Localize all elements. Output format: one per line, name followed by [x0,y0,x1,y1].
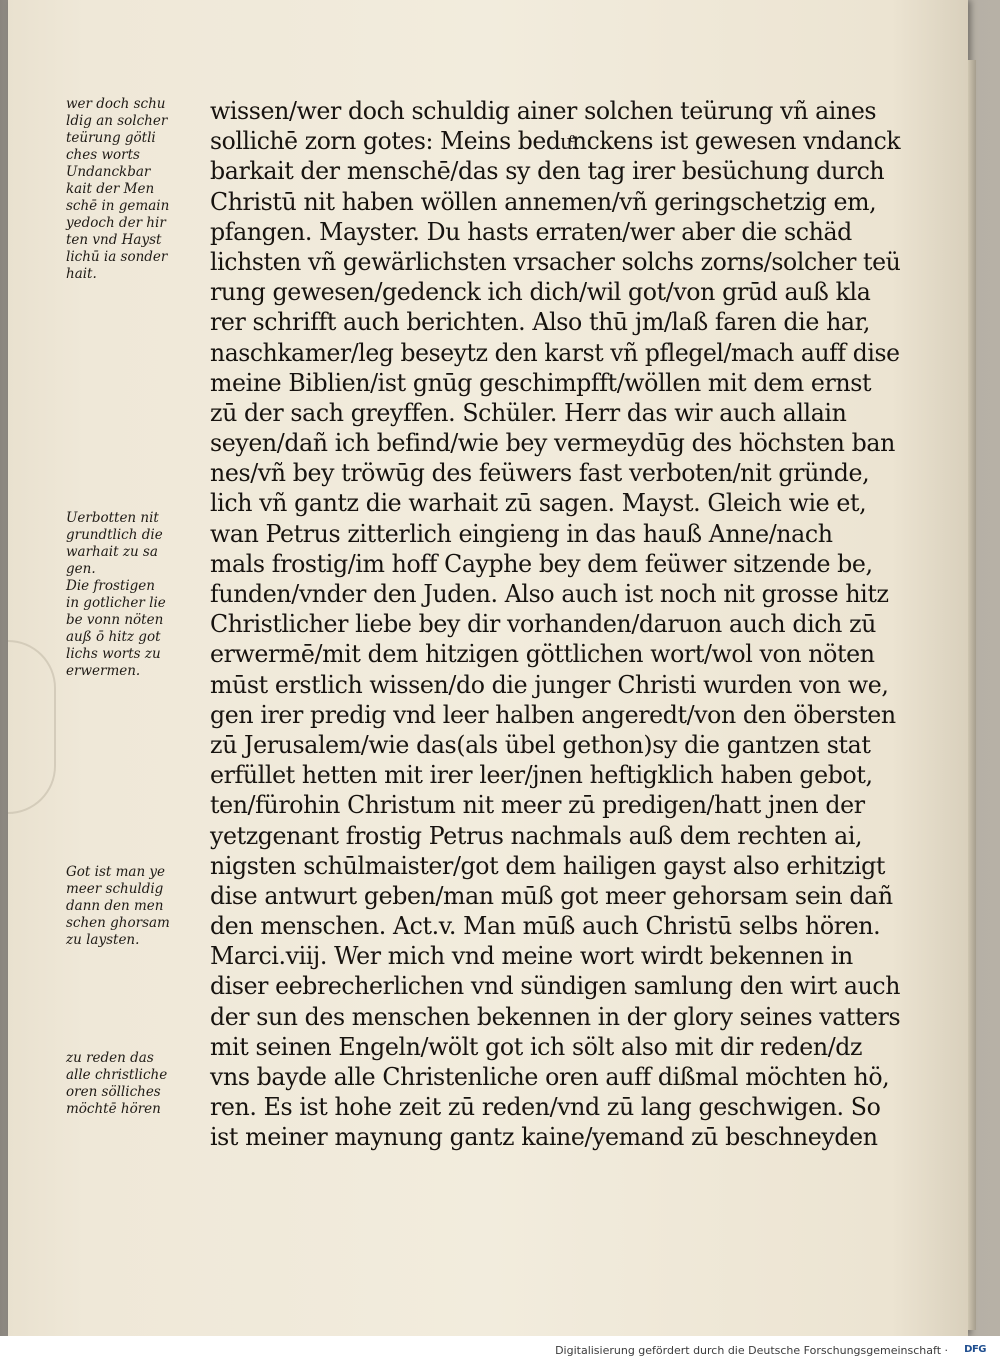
text-line: rung gewesen/gedenck ich dich/wil got/von grūd auß kla [210,278,871,307]
text-line: Christū nit haben wöllen annemen/vñ geringschetzig em, [210,187,877,216]
text-line: ten/fürohin Christum nit meer zū predigen/hatt jnen der [210,791,865,820]
text-line: meine Biblien/ist gnūg geschimpfft/wöllen mit dem ernst [210,368,872,397]
text-line: lich vñ gantz die warhait zū sagen. Mayst. Gleich wie et, [210,489,867,518]
text-line: nes/vñ bey tröwūg des feüwers fast verboten/nit gründe, [210,459,870,488]
text-line: Christlicher liebe bey dir vorhanden/daruon auch dich zū [210,610,876,639]
text-line: zū Jerusalem/wie das(als übel gethon)sy die gantzen stat [210,730,871,759]
text-line: rer schrifft auch berichten. Also thū jm/laß faren die har, [210,308,871,337]
margin-note: Got ist man ye meer schuldig dann den men schen ghorsam zu laysten. [66,864,170,948]
text-line: pfangen. Mayster. Du hasts erraten/wer aber die schäd [210,217,852,246]
digitization-footer [0,1336,1000,1365]
text-line: nigsten schūlmaister/got dem hailigen gayst also erhitzigt [210,851,886,880]
text-line: den menschen. Act.v. Man mūß auch Christū selbs hören. [210,912,881,941]
text-line: zū der sach greyffen. Schüler. Herr das wir auch allain [210,398,847,427]
text-line: seyen/dañ ich befind/wie bey vermeydūg des höchsten ban [210,429,895,458]
text-line: Marci.viij. Wer mich vnd meine wort wirdt bekennen in [210,942,853,971]
text-line: sollichē zorn gotes: Meins beduͤnckens ist gewesen vndanck [210,127,901,156]
text-line: gen irer predig vnd leer halben angeredt/von den öbersten [210,700,896,729]
text-line: wan Petrus zitterlich eingieng in das hauß Anne/nach [210,519,833,548]
text-line: mals frostig/im hoff Cayphe bey dem feüwer sitzende be, [210,549,873,578]
text-line: dise antwurt geben/man mūß got meer gehorsam sein dañ [210,881,893,910]
text-line: wissen/wer doch schuldig ainer solchen teürung vñ aines [210,97,877,125]
text-line: der sun des menschen bekennen in der glory seines vatters [210,1002,901,1031]
dfg-logo: DFG [964,1344,986,1355]
margin-note: Uerbotten nit grundtlich die warhait zu sa gen. Die frostigen in gotlicher lie be vonn nöten auß ō hitz got lichs worts zu erwermen. [66,510,166,679]
text-line: diser eebrecherlichen vnd sündigen samlung den wirt auch [210,972,900,1001]
text-line: barkait der menschē/das sy den tag irer besüchung durch [210,157,885,186]
funding-credit: Digitalisierung gefördert durch die Deutsche Forschungsgemeinschaft · [555,1344,948,1357]
text-line: erfüllet hetten mit irer leer/jnen heftigklich haben gebot, [210,761,873,790]
page-fold-mark [8,640,56,814]
text-line: erwermē/mit dem hitzigen göttlichen wort/wol von nöten [210,640,875,669]
text-line: mit seinen Engeln/wölt got ich sölt also mit dir reden/dz [210,1032,863,1061]
page-edge [968,60,976,1330]
book-page [8,0,968,1336]
text-line: naschkamer/leg beseytz den karst vñ pflegel/mach auff dise [210,338,900,367]
text-line: funden/vnder den Juden. Also auch ist noch nit grosse hitz [210,580,889,608]
text-line: lichsten vñ gewärlichsten vrsacher solchs zorns/solcher teü [210,247,901,276]
text-line: ist meiner maynung gantz kaine/yemand zū beschneyden [210,1123,878,1152]
text-line: ren. Es ist hohe zeit zū reden/vnd zū lang geschwigen. So [210,1093,881,1122]
margin-note: zu reden das alle christliche oren sölliches möchtē hören [66,1050,168,1117]
margin-note: wer doch schu ldig an solcher teürung götli ches worts Undanckbar kait der Men schē in gemain yedoch der hir ten vnd Hayst lichū ia sonder hait. [66,96,170,282]
text-line: mūst erstlich wissen/do die junger Christi wurden von we, [210,670,889,699]
text-line: yetzgenant frostig Petrus nachmals auß dem rechten ai, [210,821,863,850]
text-line: vns bayde alle Christenliche oren auff dißmal möchten hö, [210,1063,890,1091]
body-text [210,96,910,1153]
